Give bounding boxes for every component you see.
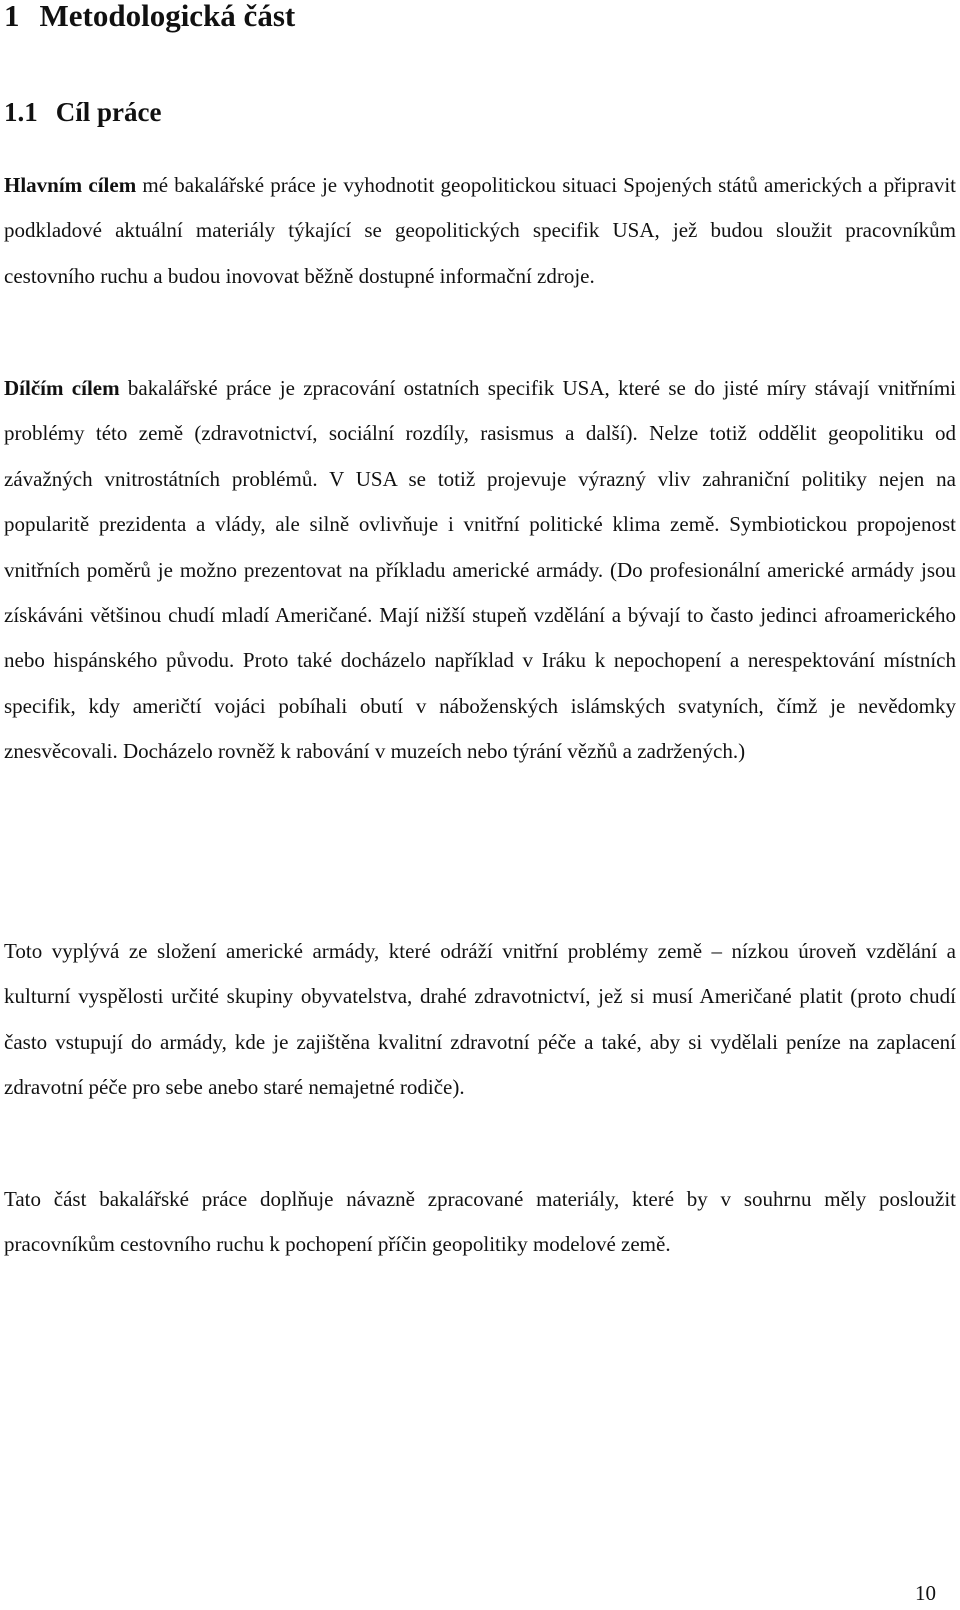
paragraph-partial-goal — [4, 366, 956, 775]
page-number: 10 — [915, 1581, 936, 1605]
paragraph-text: Tato část bakalářské práce doplňuje návazně zpracované materiály, které by v souhrnu měly posloužit pracovníkům cestovního ruchu k pochopení příčin geopolitiky modelové země. — [4, 1187, 956, 1257]
section-title: Cíl práce — [55, 97, 162, 127]
paragraph-lead: Dílčím cílem — [4, 376, 120, 400]
paragraph-text: bakalářské práce je zpracování ostatních specifik USA, které se do jisté míry stávají vnitřními problémy této země (zdravotnictví, sociální rozdíly, rasismus a další). Nelze totiž oddělit geopolitiku od závažných vnitrostátních problémů. V USA se totiž projevuje výrazný vliv zahraniční politiky nejen na popularitě prezidenta a vlády, ale silně ovlivňuje i vnitřní politické klima země. Symbiotickou propojenost vnitřních poměrů je možno prezentovat na příkladu americké armády. (Do profesionální americké armády jsou získáváni většinou chudí mladí Američané. Mají nižší stupeň vzdělání a bývají to často jedinci afroamerického nebo hispánského původu. Proto také docházelo například v Iráku k nepochopení a nerespektování místních specifik, kdy američtí vojáci pobíhali obutí v náboženských islámských svatyních, čímž je nevědomky znesvěcovali. Docházelo rovněž k rabování v muzeích nebo týrání vězňů a zadržených.) — [4, 376, 956, 764]
chapter-number: 1 — [4, 0, 20, 33]
paragraph-text: Toto vyplývá ze složení americké armády, které odráží vnitřní problémy země – nízkou úroveň vzdělání a kulturní vyspělosti určité skupiny obyvatelstva, drahé zdravotnictví, jež si musí Američané platit (proto chudí často vstupují do armády, kde je zajištěna kvalitní zdravotní péče a také, aby si vydělali peníze na zaplacení zdravotní péče pro sebe anebo staré nemajetné rodiče). — [4, 939, 956, 1100]
paragraph-conclusion — [4, 1177, 956, 1268]
section-number: 1.1 — [4, 97, 38, 127]
paragraph-text: mé bakalářské práce je vyhodnotit geopolitickou situaci Spojených států amerických a připravit podkladové aktuální materiály týkající se geopolitických specifik USA, jež budou sloužit pracovníkům cestovního ruchu a budou inovovat běžně dostupné informační zdroje. — [4, 173, 956, 288]
chapter-title: Metodologická část — [39, 0, 296, 33]
paragraph-army-composition — [4, 929, 956, 1111]
paragraph-main-goal — [4, 163, 956, 299]
chapter-heading — [4, 0, 295, 40]
section-heading — [4, 90, 161, 134]
paragraph-lead: Hlavním cílem — [4, 173, 137, 197]
